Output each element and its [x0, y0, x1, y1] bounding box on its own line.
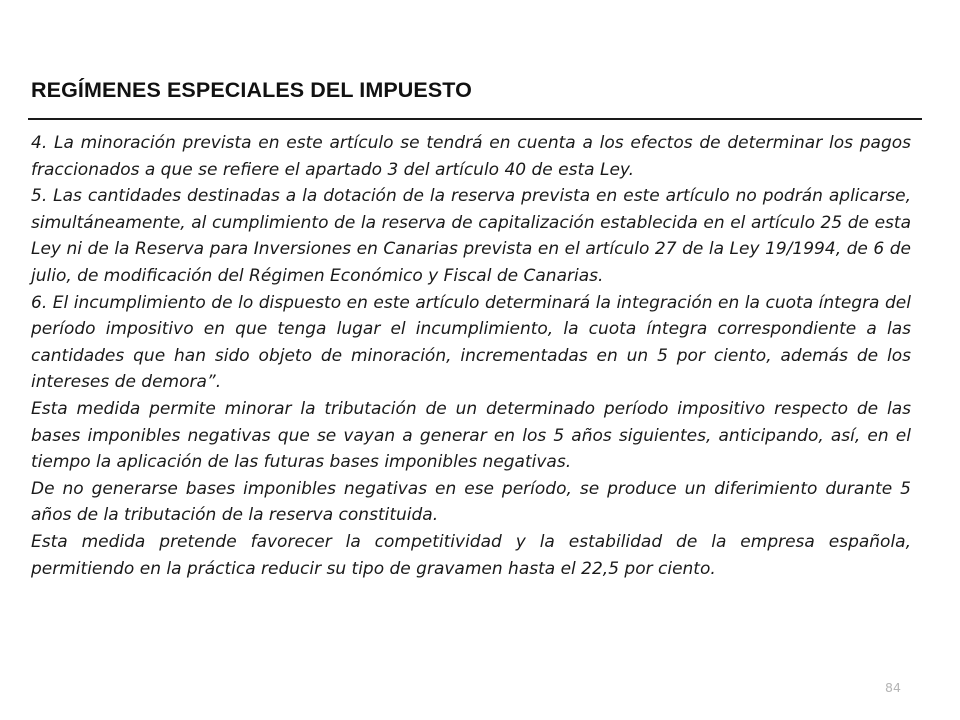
paragraph-item-5: 5. Las cantidades destinadas a la dotación de la reserva prevista en este artículo no podrán aplicarse, simultáneamente, al cumplimiento de la reserva de capitalización establecida en el artículo 25 de esta Ley ni de la Reserva para Inversiones en Canarias prevista en el artículo 27 de la Ley 19/1994, de 6 de julio, de modificación del Régimen Económico y Fiscal de Canarias. [31, 186, 911, 286]
paragraph-commentary-1: Esta medida permite minorar la tributación de un determinado período impositivo respecto de las bases imponibles negativas que se vayan a generar en los 5 años siguientes, anticipando, así, en el tiempo la aplicación de las futuras bases imponibles negativas. [31, 398, 911, 473]
page-number: 84 [885, 680, 901, 695]
title-divider [28, 118, 922, 120]
paragraph-commentary-3: Esta medida pretende favorecer la competitividad y la estabilidad de la empresa española, permitiendo en la práctica reducir su tipo de gravamen hasta el 22,5 por ciento. [31, 531, 911, 579]
page-title: REGÍMENES ESPECIALES DEL IMPUESTO [31, 78, 472, 102]
paragraph-item-6: 6. El incumplimiento de lo dispuesto en este artículo determinará la integración en la cuota íntegra del período impositivo en que tenga lugar el incumplimiento, la cuota íntegra correspondiente a las cantidades que han sido objeto de minoración, incrementadas en un 5 por ciento, además de los intereses de demora”. [31, 292, 911, 393]
paragraph-item-4: 4. La minoración prevista en este artículo se tendrá en cuenta a los efectos de determinar los pagos fraccionados a que se refiere el apartado 3 del artículo 40 de esta Ley. [31, 133, 911, 180]
paragraph-commentary-2: De no generarse bases imponibles negativas en ese período, se produce un diferimiento durante 5 años de la tributación de la reserva constituida. [31, 478, 911, 526]
body-text [31, 130, 911, 582]
